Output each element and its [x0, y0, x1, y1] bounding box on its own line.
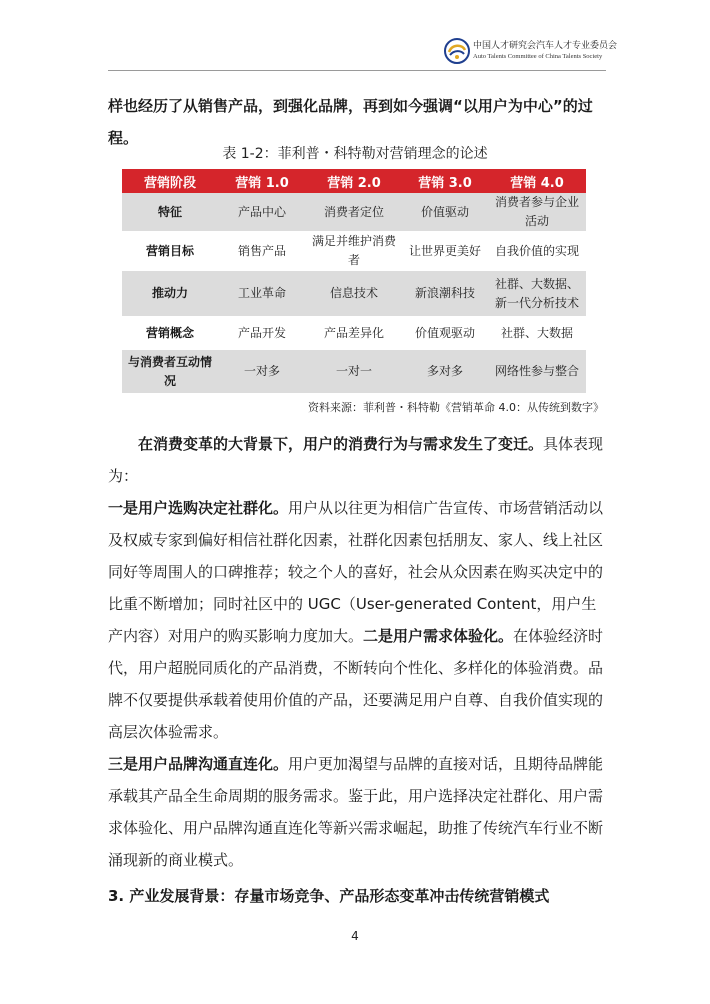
- row-label: 营销目标: [122, 231, 218, 271]
- table-cell: 社群、大数据、新一代分析技术: [488, 271, 586, 316]
- point-paragraph: [108, 492, 605, 748]
- body-text: [108, 428, 605, 876]
- table-cell: 一对多: [218, 350, 306, 393]
- table-cell: 新浪潮科技: [402, 271, 488, 316]
- point3-paragraph: [108, 748, 605, 876]
- table-row: [122, 350, 586, 393]
- lead-paragraph: [108, 428, 605, 492]
- column-header: 营销阶段: [122, 169, 218, 193]
- table-row: [122, 271, 586, 316]
- column-header: 营销 2.0: [306, 169, 402, 193]
- table-cell: 产品中心: [218, 193, 306, 231]
- header-divider: [108, 70, 606, 71]
- row-label: 特征: [122, 193, 218, 231]
- table-cell: 消费者定位: [306, 193, 402, 231]
- table-row: [122, 316, 586, 350]
- lead-bold: 在消费变革的大背景下，用户的消费行为与需求发生了变迁。: [138, 435, 544, 453]
- row-label: 推动力: [122, 271, 218, 316]
- marketing-stages-table: [122, 169, 586, 393]
- table-cell: 社群、大数据: [488, 316, 586, 350]
- table-cell: 价值观驱动: [402, 316, 488, 350]
- table-cell: 价值驱动: [402, 193, 488, 231]
- point1-title: 一是用户选购决定社群化。: [108, 499, 289, 517]
- table-cell: 一对一: [306, 350, 402, 393]
- point1-text: 用户从以往更为相信广告宣传、市场营销活动以及权威专家到偏好相信社群化因素，社群化因素包括朋友、家人、线上社区同好等周围人的口碑推荐；较之个人的喜好，社会从众因素在购买决定中的比重不断增加；同时社区中的 UGC（User-generated Content，用户生产内容）对用户的购买影响力度加大。: [108, 499, 604, 645]
- table-cell: 产品差异化: [306, 316, 402, 350]
- table-row: [122, 231, 586, 271]
- point3-title: 三是用户品牌沟通直连化。: [108, 755, 289, 773]
- table-cell: 销售产品: [218, 231, 306, 271]
- row-label: 与消费者互动情况: [122, 350, 218, 393]
- table-cell: 消费者参与企业活动: [488, 193, 586, 231]
- table-cell: 自我价值的实现: [488, 231, 586, 271]
- column-header: 营销 4.0: [488, 169, 586, 193]
- intro-paragraph: 样也经历了从销售产品，到强化品牌，再到如今强调“以用户为中心”的过程。: [108, 97, 593, 147]
- table-cell: 让世界更美好: [402, 231, 488, 271]
- committee-logo-icon: [444, 38, 470, 64]
- page-number: 4: [351, 929, 359, 943]
- table-cell: 多对多: [402, 350, 488, 393]
- column-header: 营销 3.0: [402, 169, 488, 193]
- lead-rest: 具体表现为：: [108, 435, 604, 485]
- table-cell: 产品开发: [218, 316, 306, 350]
- section-heading: 3. 产业发展背景：存量市场竞争、产品形态变革冲击传统营销模式: [108, 887, 550, 905]
- table-caption: 表 1-2：菲利普・科特勒对营销理念的论述: [222, 146, 488, 162]
- table-cell: 网络性参与整合: [488, 350, 586, 393]
- org-name-en: Auto Talents Committee of China Talents Society: [473, 53, 603, 60]
- row-label: 营销概念: [122, 316, 218, 350]
- table-row: [122, 193, 586, 231]
- org-name-cn: 中国人才研究会汽车人才专业委员会: [473, 41, 618, 51]
- point2-text: 在体验经济时代，用户超脱同质化的产品消费，不断转向个性化、多样化的体验消费。品牌不仅要提供承载着使用价值的产品，还要满足用户自尊、自我价值实现的高层次体验需求。: [108, 627, 604, 741]
- table-cell: 工业革命: [218, 271, 306, 316]
- table-source-note: 资料来源：菲利普・科特勒《营销革命 4.0：从传统到数字》: [308, 401, 604, 414]
- table-cell: 信息技术: [306, 271, 402, 316]
- table-cell: 满足并维护消费者: [306, 231, 402, 271]
- point3-text: 用户更加渴望与品牌的直接对话，且期待品牌能承载其产品全生命周期的服务需求。鉴于此，用户选择决定社群化、用户需求体验化、用户品牌沟通直连化等新兴需求崛起，助推了传统汽车行业不断涌现新的商业模式。: [108, 755, 604, 869]
- point2-title: 二是用户需求体验化。: [363, 627, 514, 645]
- table-header-row: [122, 169, 586, 193]
- column-header: 营销 1.0: [218, 169, 306, 193]
